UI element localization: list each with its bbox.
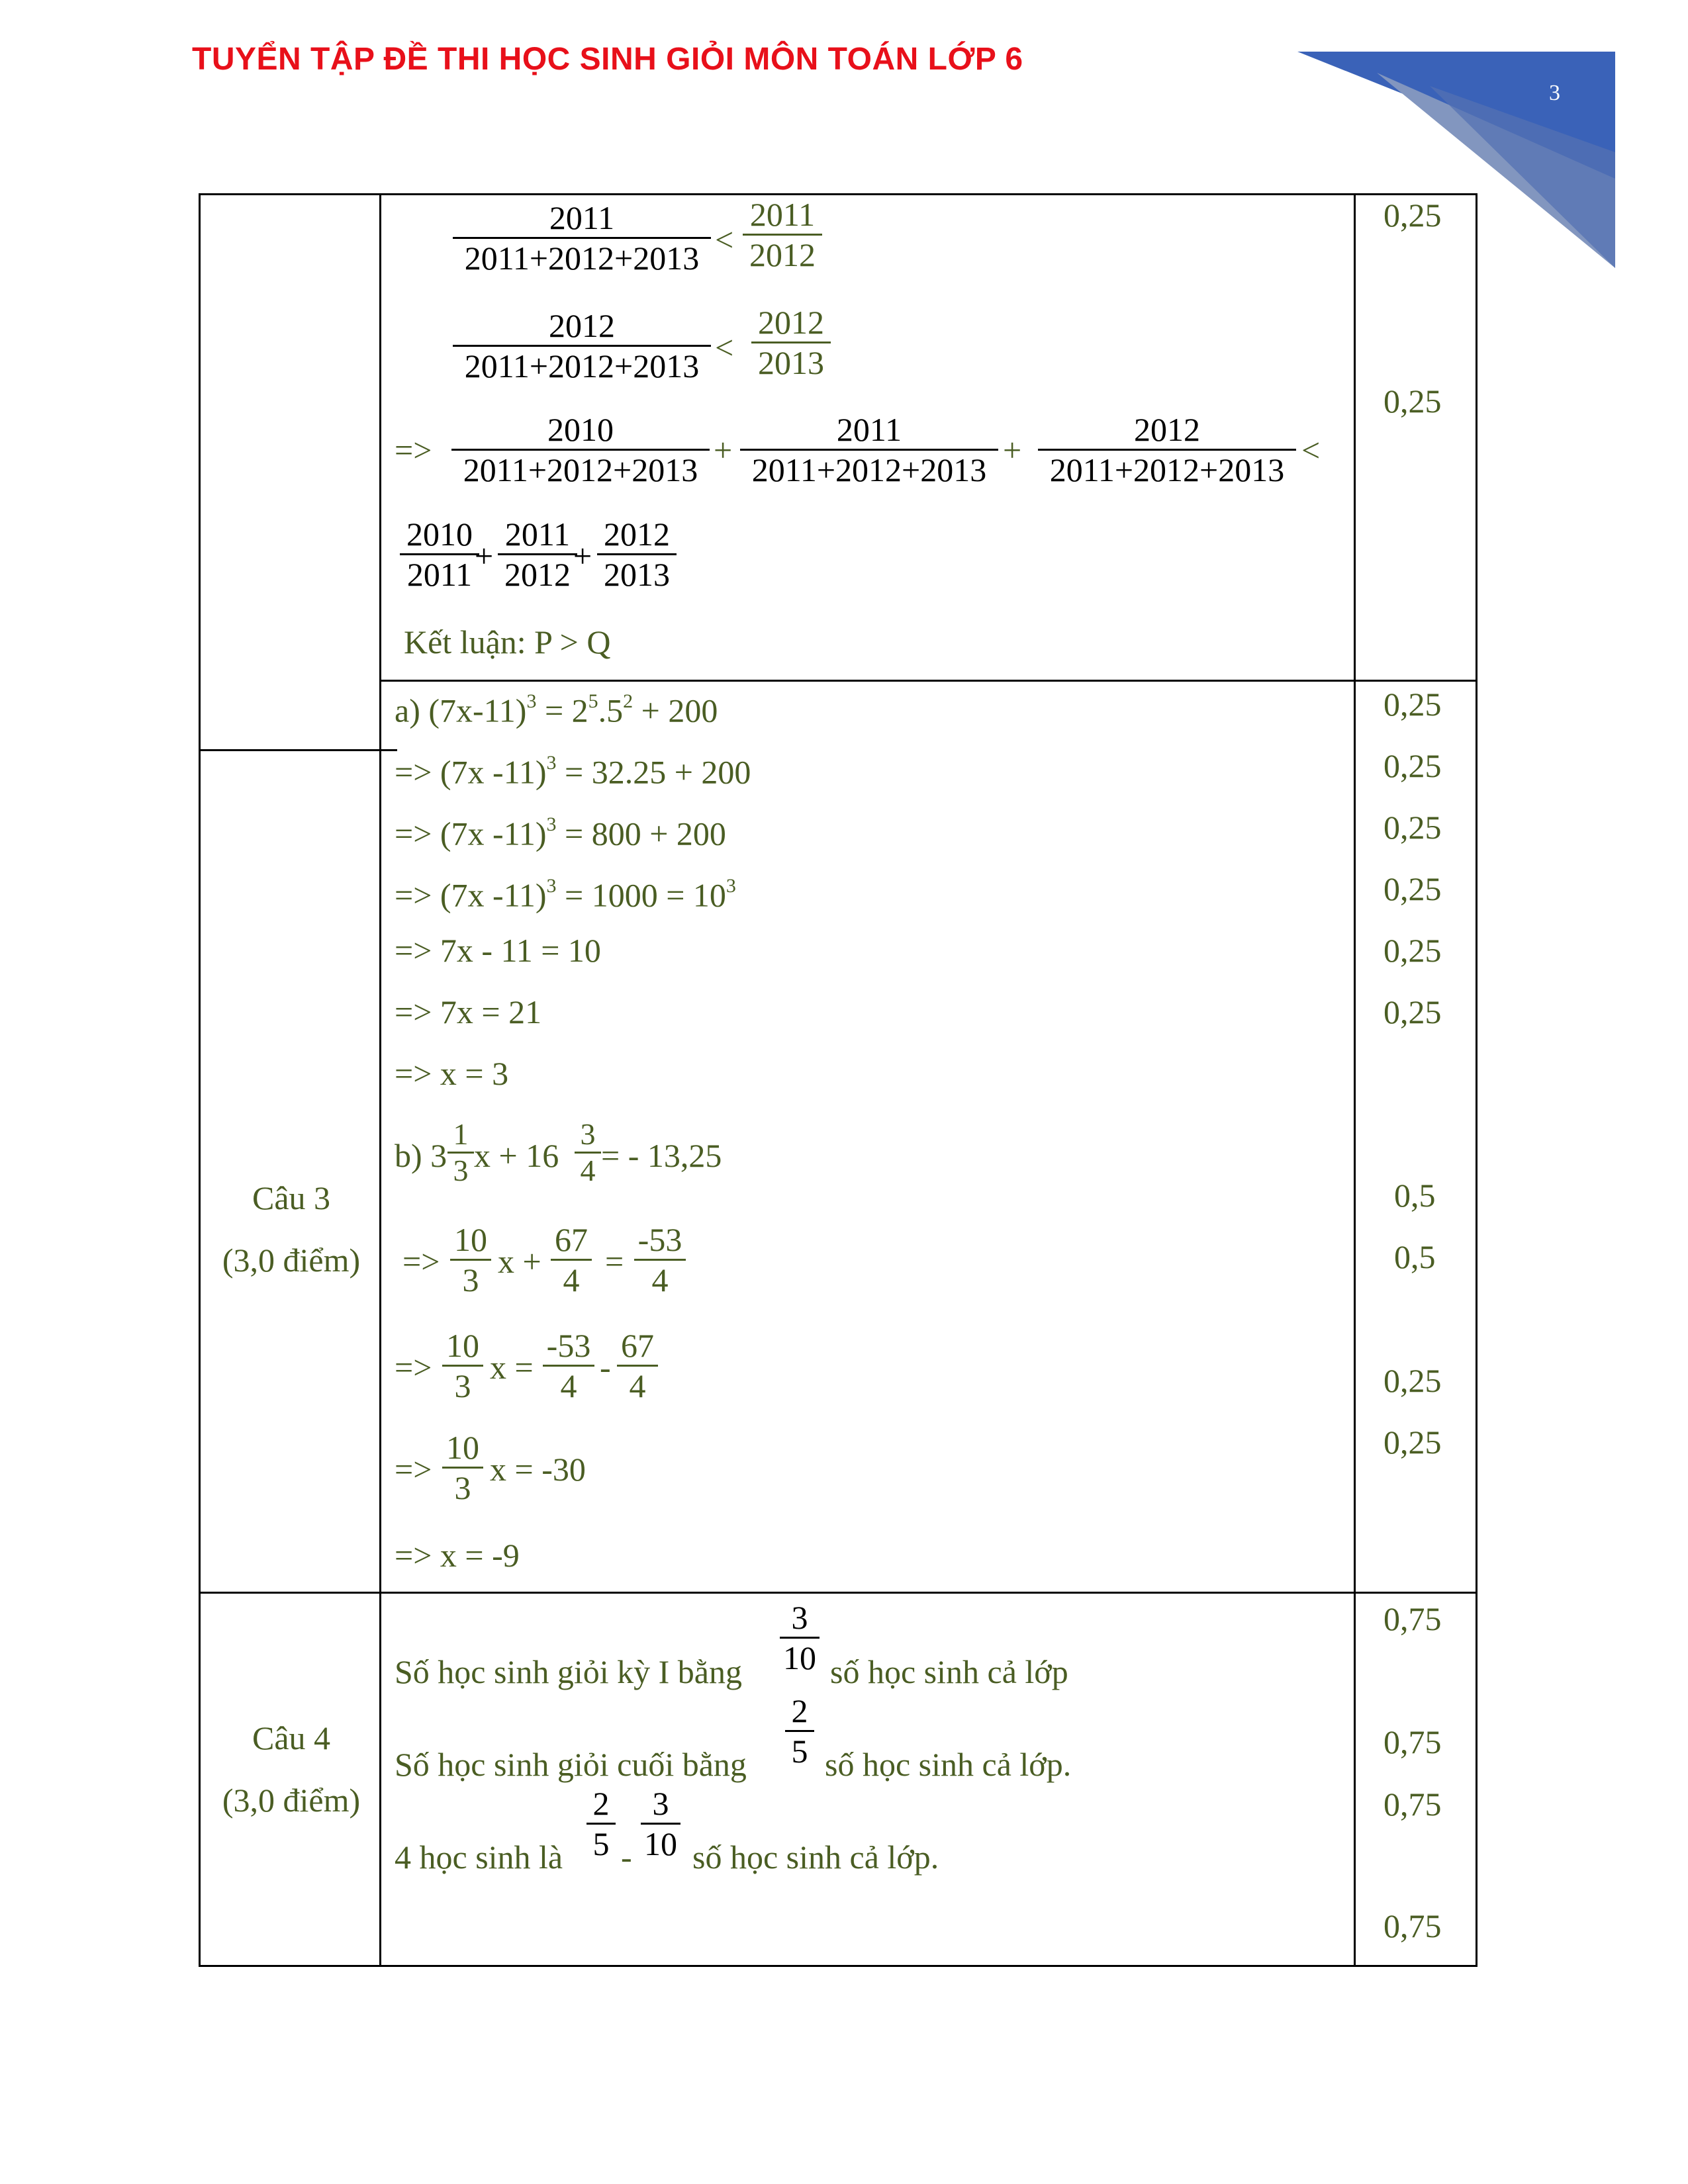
fraction-2012-over-2013-b: $\frac{2012}{2013}$ <box>597 515 677 594</box>
part-a-line-5: => 7x - 11 = 10 <box>395 932 601 969</box>
fraction-2011-over-sum: $\frac{2011}{2011+2012+2013}$ <box>453 199 711 277</box>
implies-arrow: => <box>395 432 432 469</box>
fraction-2012-over-sum: $\frac{2012}{2011+2012+2013}$ <box>453 306 711 385</box>
plus-sign: + <box>1003 432 1022 469</box>
score-value: 0,75 <box>1383 1786 1442 1823</box>
implies-arrow: => <box>402 1243 440 1280</box>
plus-sign: + <box>714 432 733 469</box>
less-than-sign: < <box>715 329 734 366</box>
score-value: 0,5 <box>1394 1177 1436 1214</box>
minus-sign: - <box>621 1839 632 1876</box>
cau4-line-1-tail: số học sinh cả lớp <box>830 1653 1068 1690</box>
plus-sign: + <box>475 537 494 574</box>
cau4-line-3-tail: số học sinh cả lớp. <box>692 1839 939 1876</box>
fraction-10-over-3: $\frac{10}{3}$ <box>442 1428 483 1507</box>
score-value: 0,75 <box>1383 1723 1442 1760</box>
part-b-tail: = - 13,25 <box>601 1137 722 1174</box>
part-b-l4-tail: x = -30 <box>490 1451 586 1488</box>
less-than-sign: < <box>715 221 734 258</box>
less-than-sign: < <box>1301 432 1321 469</box>
part-b-line-5: => x = -9 <box>395 1537 520 1574</box>
question-label: Câu 3 <box>252 1179 331 1216</box>
score-value: 0,75 <box>1383 1907 1442 1944</box>
fraction-10-over-3: $\frac{10}{3}$ <box>450 1220 491 1299</box>
equals-sign: = <box>605 1243 624 1280</box>
fraction-2011-over-2012-b: $\frac{2011}{2012}$ <box>498 515 577 594</box>
fraction-10-over-3: $\frac{10}{3}$ <box>442 1326 483 1405</box>
part-a-line-7: => x = 3 <box>395 1055 509 1092</box>
score-value: 0,25 <box>1383 870 1442 907</box>
fraction-neg53-over-4: $\frac{-53}{4}$ <box>543 1326 594 1405</box>
fraction-2010-over-sum: $\frac{2010}{2011+2012+2013}$ <box>451 410 710 489</box>
part-b-lead: b) 3 <box>395 1137 447 1174</box>
fraction-2012-over-2013: $\frac{2012}{2013}$ <box>751 303 831 382</box>
score-value: 0,25 <box>1383 1424 1442 1461</box>
score-value: 0,5 <box>1394 1238 1436 1275</box>
question-points: (3,0 điểm) <box>222 1242 361 1279</box>
minus-sign: - <box>600 1349 611 1386</box>
plus-sign: + <box>573 537 592 574</box>
fraction-2012-over-sum-2: $\frac{2012}{2011+2012+2013}$ <box>1038 410 1296 489</box>
fraction-67-over-4: $\frac{67}{4}$ <box>617 1326 658 1405</box>
part-b-mid: x + 16 <box>474 1137 559 1174</box>
cau4-line-2-tail: số học sinh cả lớp. <box>825 1746 1072 1783</box>
implies-arrow: => <box>395 1349 432 1386</box>
part-b-l3-mid: x = <box>490 1349 534 1386</box>
fraction-67-over-4: $\frac{67}{4}$ <box>551 1220 592 1299</box>
cau4-line-1-text: Số học sinh giỏi kỳ I bằng <box>395 1653 742 1690</box>
score-value: 0,25 <box>1383 993 1442 1030</box>
fraction-3-over-10: $\frac{3}{10}$ <box>780 1598 820 1677</box>
fraction-2011-over-sum-2: $\frac{2011}{2011+2012+2013}$ <box>740 410 998 489</box>
part-a-line-1: a) $(7x-11)^3 = 2^5.5^2 + 200$ <box>395 690 718 729</box>
part-b-l2-mid: x + <box>498 1243 541 1280</box>
fraction-2-over-5: $\frac{2}{5}$ <box>586 1784 616 1863</box>
implies-arrow: => <box>395 1451 432 1488</box>
part-a-line-6: => 7x = 21 <box>395 993 542 1030</box>
cau4-line-2-text: Số học sinh giỏi cuối bằng <box>395 1746 747 1783</box>
fraction-1-over-3: $\frac{1}{3}$ <box>447 1117 474 1188</box>
cau4-line-3-text: 4 học sinh là <box>395 1839 563 1876</box>
fraction-2-over-5: $\frac{2}{5}$ <box>785 1692 814 1770</box>
fraction-2010-over-2011: $\frac{2010}{2011}$ <box>400 515 479 594</box>
page-header-title: TUYỂN TẬP ĐỀ THI HỌC SINH GIỎI MÔN TOÁN LỚP 6 <box>192 42 1023 77</box>
fraction-neg53-over-4: $\frac{-53}{4}$ <box>634 1220 686 1299</box>
score-value: 0,25 <box>1383 809 1442 846</box>
fraction-3-over-4: $\frac{3}{4}$ <box>575 1117 601 1188</box>
score-value: 0,25 <box>1383 197 1442 234</box>
question-label: Câu 4 <box>252 1719 331 1756</box>
part-a-line-2: => (7x -11)$^3$ = 32.25 + 200 <box>395 752 751 791</box>
part-a-line-4: => (7x $-11)^3 = 1000 = 10^3$ <box>395 875 736 914</box>
page-number: 3 <box>1549 81 1560 105</box>
conclusion-text: Kết luận: P > Q <box>404 623 611 660</box>
question-points: (3,0 điểm) <box>222 1782 361 1819</box>
score-value: 0,75 <box>1383 1600 1442 1637</box>
score-value: 0,25 <box>1383 1362 1442 1399</box>
score-value: 0,25 <box>1383 383 1442 420</box>
score-value: 0,25 <box>1383 932 1442 969</box>
fraction-2011-over-2012: $\frac{2011}{2012}$ <box>743 195 822 274</box>
part-a-line-3: => (7x -11)$^3$ = 800 + 200 <box>395 813 726 852</box>
score-value: 0,25 <box>1383 686 1442 723</box>
score-value: 0,25 <box>1383 747 1442 784</box>
fraction-3-over-10: $\frac{3}{10}$ <box>641 1784 680 1863</box>
